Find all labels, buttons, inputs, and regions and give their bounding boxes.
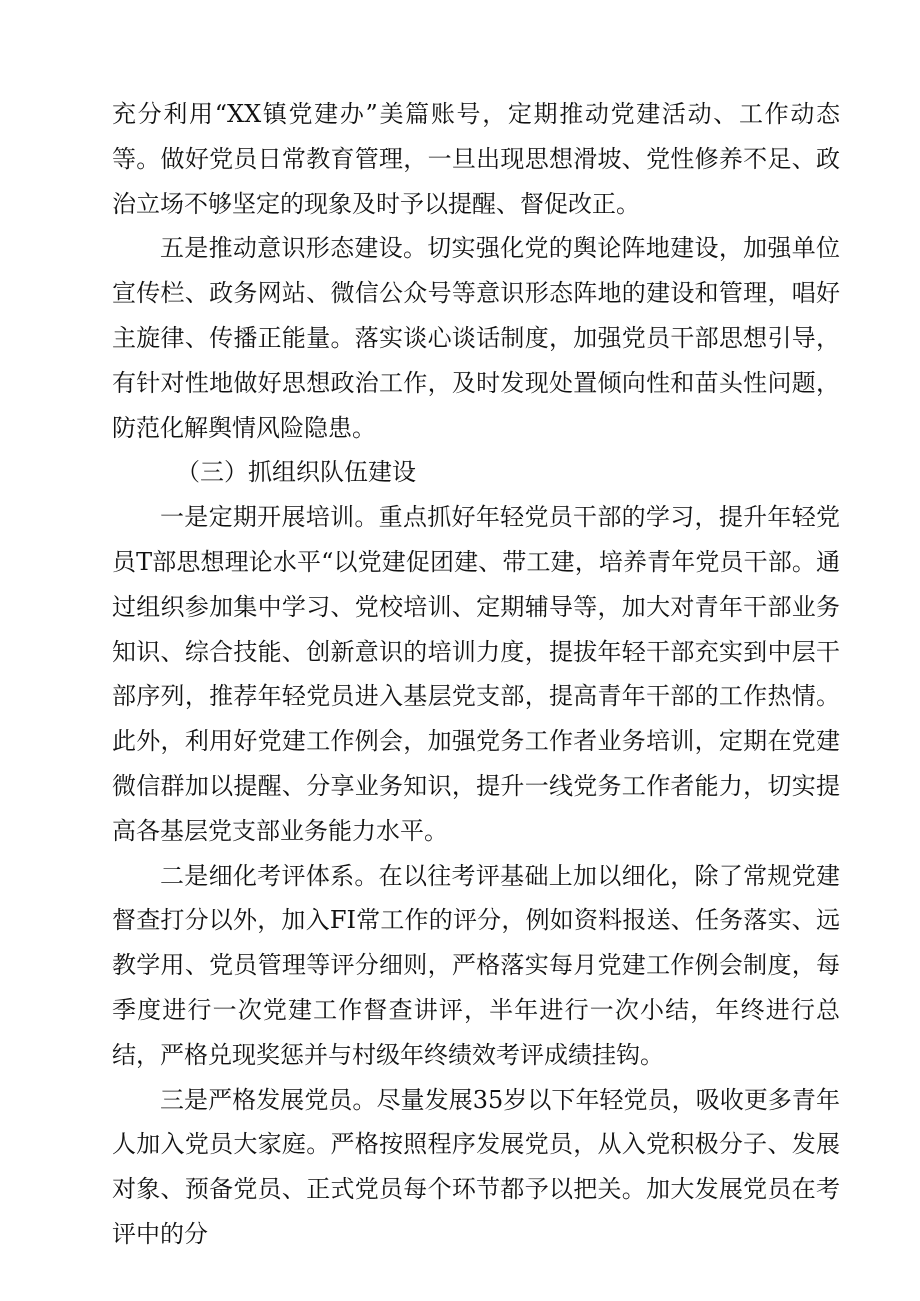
paragraph-member-development: 三是严格发展党员。尽量发展35岁以下年轻党员，吸收更多青年人加入党员大家庭。严格按照程序发展党员，从入党积极分子、发展对象、预备党员、正式党员每个环节都予以把关。加大发展党员在考评中的分	[112, 1085, 840, 1248]
paragraph-ideology-construction: 五是推动意识形态建设。切实强化党的舆论阵地建设，加强单位宣传栏、政务网站、微信公众号等意识形态阵地的建设和管理，唱好主旋律、传播正能量。落实谈心谈话制度，加强党员干部思想引导，有针对性地做好思想政治工作，及时发现处置倾向性和苗头性问题，防范化解舆情风险隐患。	[112, 234, 840, 442]
section-heading-organization: （三）抓组织队伍建设	[176, 458, 416, 487]
paragraph-training: 一是定期开展培训。重点抓好年轻党员干部的学习，提升年轻党员T部思想理论水平“以党建促团建、带工建，培养青年党员干部。通过组织参加集中学习、党校培训、定期辅导等，加大对青年干部业务知识、综合技能、创新意识的培训力度，提拔年轻干部充实到中层干部序列，推荐年轻党员进入基层党支部，提高青年干部的工作热情。此外，利用好党建工作例会，加强党务工作者业务培训，定期在党建微信群加以提醒、分享业务知识，提升一线党务工作者能力，切实提高各基层党支部业务能力水平。	[112, 503, 840, 845]
paragraph-evaluation-system: 二是细化考评体系。在以往考评基础上加以细化，除了常规党建督查打分以外，加入FI常工作的评分，例如资料报送、任务落实、远教学用、党员管理等评分细则，严格落实每月党建工作例会制度，每季度进行一次党建工作督查讲评，半年进行一次小结，年终进行总结，严格兑现奖惩并与村级年终绩效考评成绩挂钩。	[112, 861, 840, 1069]
paragraph-continuation: 充分利用“XX镇党建办”美篇账号，定期推动党建活动、工作动态等。做好党员日常教育管理，一旦出现思想滑坡、党性修养不足、政治立场不够坚定的现象及时予以提醒、督促改正。	[112, 100, 840, 218]
